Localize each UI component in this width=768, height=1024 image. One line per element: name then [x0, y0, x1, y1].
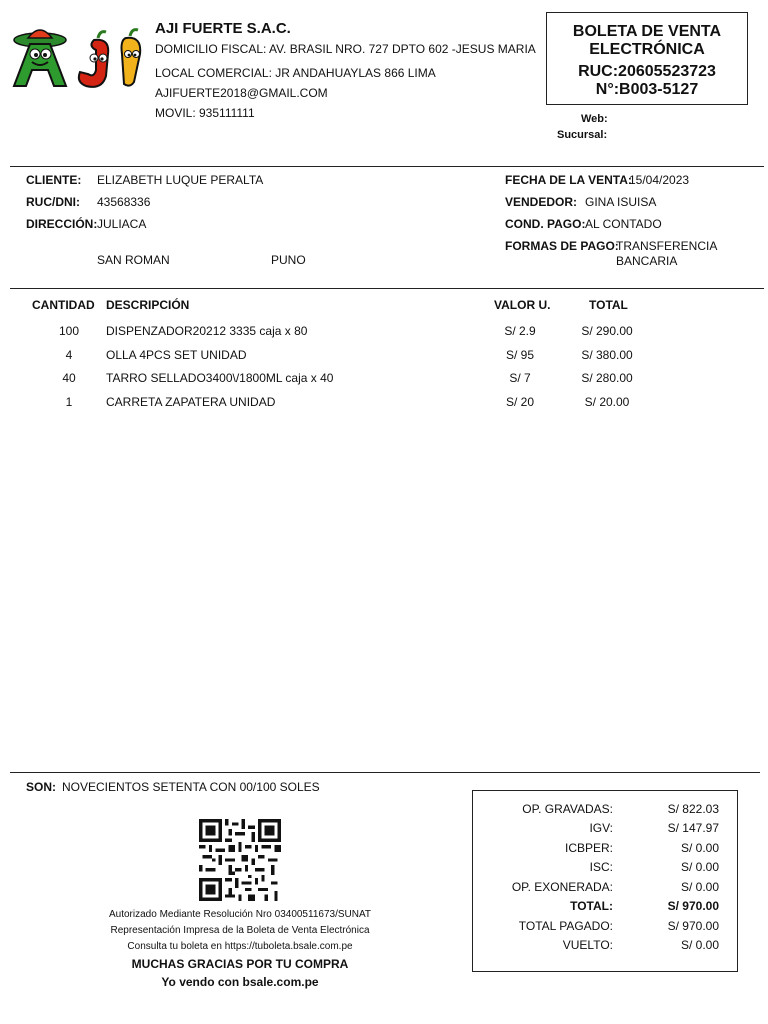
- seller-label: VENDEDOR:: [505, 195, 578, 209]
- lookup-text: Consulta tu boleta en https://tuboleta.bsale.com.pe: [127, 941, 353, 952]
- cell-description: CARRETA ZAPATERA UNIDAD: [106, 395, 276, 409]
- representation-text: Representación Impresa de la Boleta de Venta Electrónica: [110, 925, 370, 936]
- province-value: SAN ROMAN: [97, 253, 170, 267]
- address-value: JULIACA: [97, 217, 147, 231]
- totals-label: OP. EXONERADA:: [511, 880, 613, 894]
- totals-value: S/ 970.00: [667, 899, 719, 913]
- company-commercial-address: LOCAL COMERCIAL: JR ANDAHUAYLAS 866 LIMA: [155, 66, 436, 80]
- totals-value: S/ 0.00: [680, 938, 719, 952]
- totals-row: [473, 880, 737, 898]
- document-type-line1: BOLETA DE VENTA: [572, 23, 722, 40]
- payment-terms-value: AL CONTADO: [585, 217, 662, 231]
- cell-quantity: 4: [65, 348, 73, 362]
- payment-method-line2: BANCARIA: [616, 254, 678, 268]
- payment-method-line1: TRANSFERENCIA: [616, 239, 718, 253]
- document-ruc: RUC:20605523723: [578, 63, 716, 80]
- totals-value: S/ 0.00: [680, 880, 719, 894]
- client-name: ELIZABETH LUQUE PERALTA: [97, 173, 264, 187]
- document-header-box: [546, 12, 748, 105]
- company-mobile: MOVIL: 935111111: [155, 106, 255, 120]
- qr-code: [199, 819, 281, 901]
- totals-row: [473, 802, 737, 820]
- cell-description: TARRO SELLADO3400\/1800ML caja x 40: [106, 371, 334, 385]
- cell-unit-value: S/ 20: [505, 395, 535, 409]
- ruc-dni-label: RUC/DNI:: [26, 195, 80, 209]
- company-logo: [8, 24, 150, 90]
- col-header-total: TOTAL: [589, 298, 628, 312]
- thanks-text: MUCHAS GRACIAS POR TU COMPRA: [131, 957, 349, 971]
- document-type-line2: ELECTRÓNICA: [589, 41, 705, 58]
- cell-description: OLLA 4PCS SET UNIDAD: [106, 348, 247, 362]
- branch-label: Sucursal:: [557, 129, 608, 141]
- totals-label: VUELTO:: [562, 938, 613, 952]
- company-name: AJI FUERTE S.A.C.: [155, 20, 291, 37]
- amount-words-value: NOVECIENTOS SETENTA CON 00/100 SOLES: [62, 780, 320, 794]
- col-header-description: DESCRIPCIÓN: [106, 298, 190, 312]
- cell-total: S/ 20.00: [584, 395, 630, 409]
- client-label: CLIENTE:: [26, 173, 82, 187]
- sale-date-label: FECHA DE LA VENTA:: [505, 173, 632, 187]
- cell-quantity: 100: [58, 324, 80, 338]
- department-value: PUNO: [271, 253, 306, 267]
- cell-quantity: 40: [62, 371, 76, 385]
- totals-value: S/ 0.00: [680, 860, 719, 874]
- totals-row: [473, 860, 737, 878]
- payment-method-label: FORMAS DE PAGO:: [505, 239, 619, 253]
- sale-date-value: 15/04/2023: [629, 173, 690, 187]
- totals-row-grand-total: [473, 899, 737, 917]
- promo-text: Yo vendo con bsale.com.pe: [161, 975, 319, 989]
- totals-label: TOTAL:: [570, 899, 613, 913]
- address-label: DIRECCIÓN:: [26, 217, 98, 231]
- cell-unit-value: S/ 95: [505, 348, 535, 362]
- amount-words-label: SON:: [26, 780, 56, 794]
- totals-label: OP. GRAVADAS:: [522, 802, 613, 816]
- totals-label: TOTAL PAGADO:: [518, 919, 613, 933]
- totals-row: [473, 938, 737, 956]
- payment-terms-label: COND. PAGO:: [505, 217, 586, 231]
- authorization-text: Autorizado Mediante Resolución Nro 03400511673/SUNAT: [108, 909, 371, 920]
- totals-value: S/ 822.03: [667, 802, 719, 816]
- totals-row: [473, 841, 737, 859]
- col-header-quantity: CANTIDAD: [32, 298, 95, 312]
- seller-value: GINA ISUISA: [585, 195, 657, 209]
- totals-value: S/ 970.00: [667, 919, 719, 933]
- totals-row: [473, 821, 737, 839]
- totals-row: [473, 919, 737, 937]
- totals-box: [472, 790, 738, 972]
- cell-unit-value: S/ 7: [509, 371, 531, 385]
- cell-description: DISPENZADOR20212 3335 caja x 80: [106, 324, 308, 338]
- web-label: Web:: [581, 113, 608, 125]
- cell-total: S/ 380.00: [581, 348, 633, 362]
- totals-label: ICBPER:: [564, 841, 613, 855]
- totals-label: ISC:: [589, 860, 613, 874]
- company-fiscal-address: DOMICILIO FISCAL: AV. BRASIL NRO. 727 DPTO 602 -JESUS MARIA: [155, 42, 536, 56]
- cell-quantity: 1: [65, 395, 73, 409]
- cell-total: S/ 280.00: [581, 371, 633, 385]
- totals-value: S/ 0.00: [680, 841, 719, 855]
- company-email: AJIFUERTE2018@GMAIL.COM: [155, 86, 328, 100]
- ruc-dni-value: 43568336: [97, 195, 151, 209]
- totals-label: IGV:: [589, 821, 613, 835]
- divider-items: [10, 288, 764, 289]
- divider-bottom: [10, 772, 760, 773]
- col-header-unit-value: VALOR U.: [494, 298, 551, 312]
- totals-value: S/ 147.97: [667, 821, 719, 835]
- cell-unit-value: S/ 2.9: [504, 324, 536, 338]
- document-number: N°:B003-5127: [595, 81, 699, 98]
- cell-total: S/ 290.00: [581, 324, 633, 338]
- divider-top: [10, 166, 764, 167]
